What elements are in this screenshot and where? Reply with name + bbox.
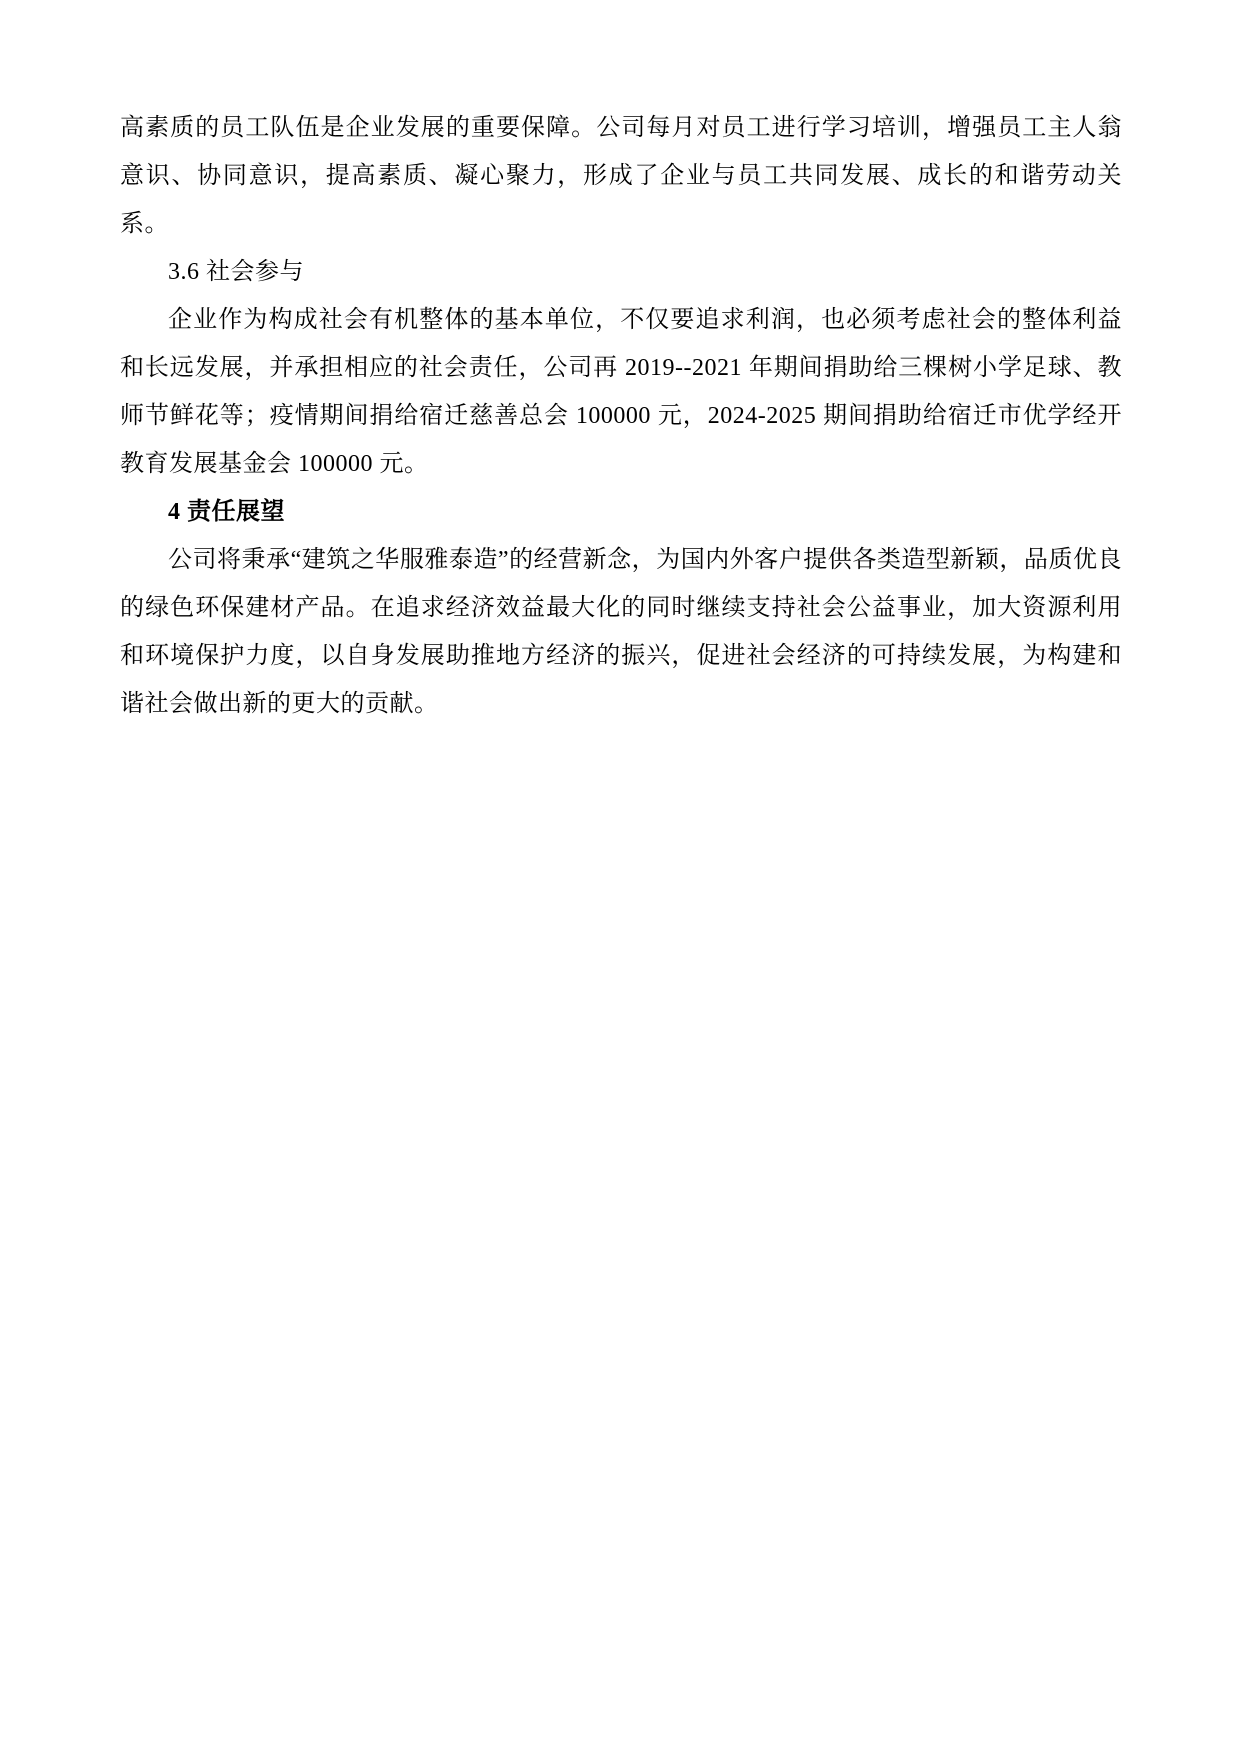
heading-3-6-social-participation: 3.6 社会参与	[168, 259, 304, 285]
paragraph-responsibility-outlook: 公司将秉承“建筑之华服雅泰造”的经营新念，为国内外客户提供各类造型新颖，品质优良的绿色环保建材产品。在追求经济效益最大化的同时继续支持社会公益事业，加大资源利用和环境保护力度，以自身发展助推地方经济的振兴，促进社会经济的可持续发展，为构建和谐社会做出新的更大的贡献。	[120, 547, 1122, 717]
paragraph-employee-training: 高素质的员工队伍是企业发展的重要保障。公司每月对员工进行学习培训，增强员工主人翁意识、协同意识，提高素质、凝心聚力，形成了企业与员工共同发展、成长的和谐劳动关系。	[120, 115, 1122, 237]
heading-4-responsibility-outlook: 4 责任展望	[168, 499, 285, 525]
paragraph-social-participation: 企业作为构成社会有机整体的基本单位，不仅要追求利润，也必须考虑社会的整体利益和长远发展，并承担相应的社会责任，公司再 2019--2021 年期间捐助给三棵树小学足球、教师节鲜花等；疫情期间捐给宿迁慈善总会 100000 元，2024-2025 期间捐助给宿迁市优学经开教育发展基金会 100000 元。	[120, 307, 1122, 477]
